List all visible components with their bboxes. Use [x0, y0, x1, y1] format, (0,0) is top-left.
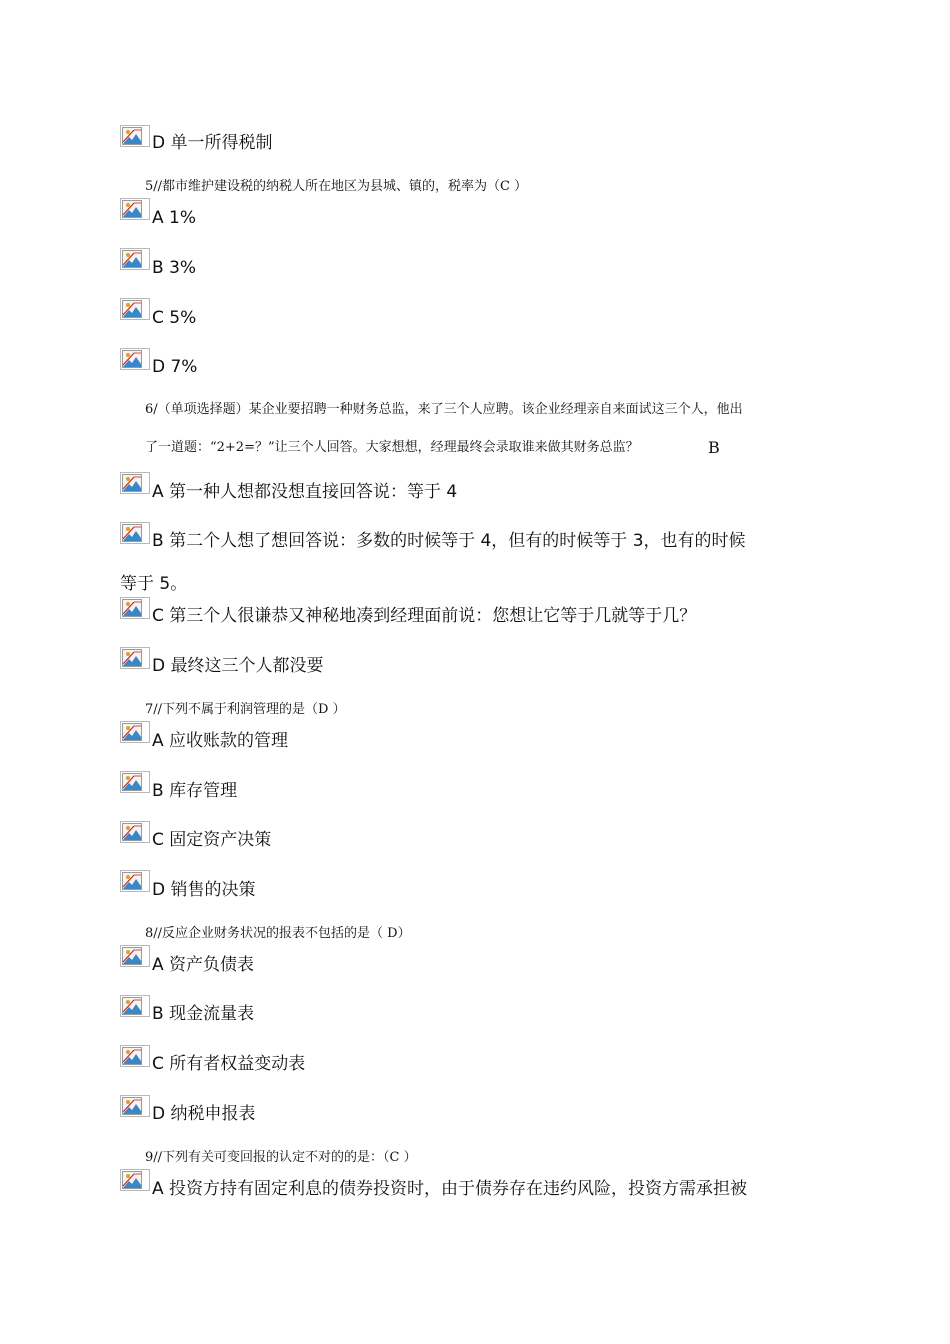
broken-image-icon	[120, 1095, 150, 1117]
broken-image-icon	[120, 870, 150, 892]
option-text: C 固定资产决策	[152, 830, 272, 850]
broken-image-icon	[120, 348, 150, 370]
broken-image-icon	[120, 248, 150, 270]
question-5: 5//都市维护建设税的纳税人所在地区为县城、镇的，税率为（C ）	[145, 179, 528, 194]
option-text: D 最终这三个人都没要	[152, 656, 324, 676]
broken-image-icon	[120, 1169, 150, 1191]
option-text: B 库存管理	[152, 781, 238, 801]
option-text: A 第一种人想都没想直接回答说：等于 4	[152, 482, 458, 502]
broken-image-icon	[120, 597, 150, 619]
option-text: A 投资方持有固定利息的债券投资时，由于债券存在违约风险，投资方需承担被	[152, 1179, 748, 1199]
option-text: C 所有者权益变动表	[152, 1054, 306, 1074]
option-text: B 3%	[152, 258, 197, 278]
question-7: 7//下列不属于利润管理的是（D ）	[145, 702, 346, 717]
broken-image-icon	[120, 522, 150, 544]
question-8: 8//反应企业财务状况的报表不包括的是（ D）	[145, 926, 411, 941]
option-text: D 销售的决策	[152, 880, 256, 900]
question-6-answer: B	[708, 438, 720, 457]
question-6-line-1: 6/（单项选择题）某企业要招聘一种财务总监，来了三个人应聘。该企业经理亲自来面试这三个人，他出	[145, 402, 743, 417]
broken-image-icon	[120, 198, 150, 220]
broken-image-icon	[120, 1045, 150, 1067]
option-text: C 5%	[152, 308, 197, 328]
broken-image-icon	[120, 298, 150, 320]
option-text: A 1%	[152, 208, 197, 228]
broken-image-icon	[120, 721, 150, 743]
option-text: B 第二个人想了想回答说：多数的时候等于 4，但有的时候等于 3，也有的时候	[152, 531, 746, 551]
question-9: 9//下列有关可变回报的认定不对的的是：（C ）	[145, 1150, 417, 1165]
option-text: A 应收账款的管理	[152, 731, 289, 751]
question-6-line-2: 了一道题：“2+2=？”让三个人回答。大家想想，经理最终会录取谁来做其财务总监？	[145, 440, 639, 455]
broken-image-icon	[120, 125, 150, 147]
broken-image-icon	[120, 821, 150, 843]
broken-image-icon	[120, 472, 150, 494]
option-text: B 现金流量表	[152, 1004, 255, 1024]
option-text: C 第三个人很谦恭又神秘地凑到经理面前说：您想让它等于几就等于几？	[152, 606, 697, 626]
option-text: D 7%	[152, 357, 198, 377]
broken-image-icon	[120, 945, 150, 967]
option-text: A 资产负债表	[152, 955, 255, 975]
broken-image-icon	[120, 771, 150, 793]
broken-image-icon	[120, 647, 150, 669]
broken-image-icon	[120, 995, 150, 1017]
option-text-continued: 等于 5。	[120, 574, 188, 594]
option-text: D 纳税申报表	[152, 1104, 256, 1124]
option-text: D 单一所得税制	[152, 133, 273, 153]
